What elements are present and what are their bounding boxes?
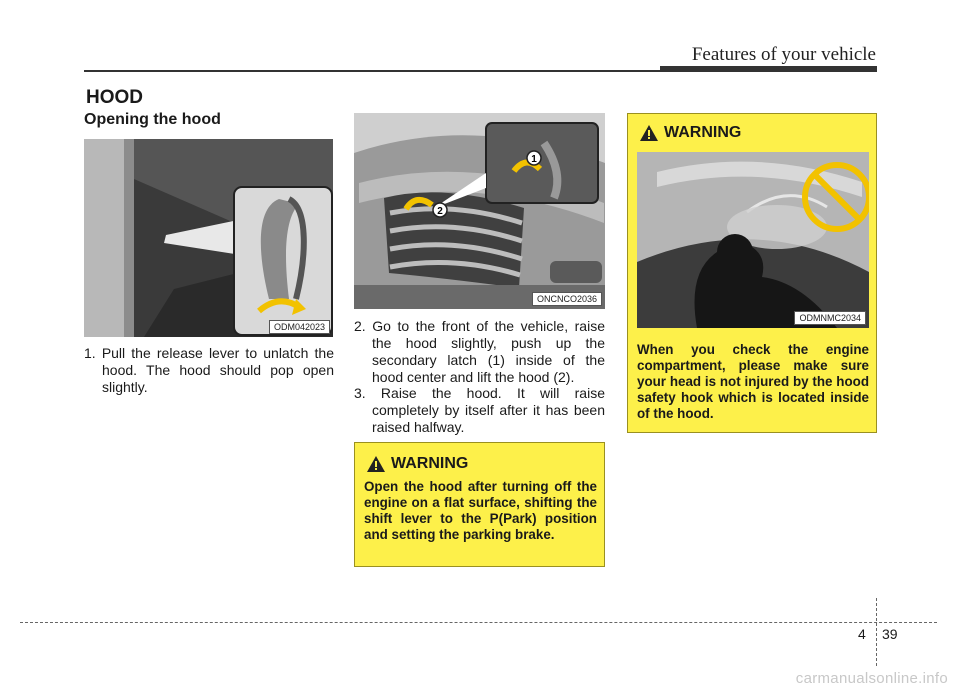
running-header: Features of your vehicle [691,44,876,65]
footer-divider [876,598,877,666]
step-1: 1. Pull the release lever to unlatch the hood. The hood should pop open slightly. [84,345,334,395]
warning-heading-text: WARNING [664,124,742,141]
warning-triangle-icon [640,125,658,141]
chapter-number: 4 [858,626,866,642]
subsection-title: Opening the hood [84,111,221,128]
release-lever-photo [84,139,333,337]
warning-text-bottom: Open the hood after turning off the engine on a flat surface, shifting the shift lever to the P(Park) position and setting the parking brake. [364,479,597,542]
front-latch-photo [354,113,605,309]
callout-2: 2 [437,206,443,217]
warning-box-bottom [354,442,605,567]
warning-box-right [627,113,877,433]
callout-1: 1 [531,154,537,165]
page-number: 39 [882,626,898,642]
step-3: 3. Raise the hood. It will raise completely by itself after it has been raised halfway. [354,385,605,435]
warning-heading [640,124,741,142]
warning-triangle-icon [367,456,385,472]
figure-code: ONCNCO2036 [532,292,602,306]
figure-code: ODMNMC2034 [794,311,866,325]
step-2: 2. Go to the front of the vehicle, raise the hood slightly, push up the secondary latch (1) inside of the hood center and lift the hood (2). [354,318,605,385]
figure-code: ODM042023 [269,320,330,334]
warning-heading [367,455,468,473]
safety-hook-photo [637,152,869,328]
watermark: carmanualsonline.info [795,670,948,687]
header-accent-bar [660,66,877,72]
warning-text-right: When you check the engine compartment, please make sure your head is not injured by the hood safety hook which is located inside of the hood. [637,342,869,421]
footer-rule [20,622,937,623]
section-title: HOOD [86,87,143,108]
warning-heading-text: WARNING [391,455,469,472]
